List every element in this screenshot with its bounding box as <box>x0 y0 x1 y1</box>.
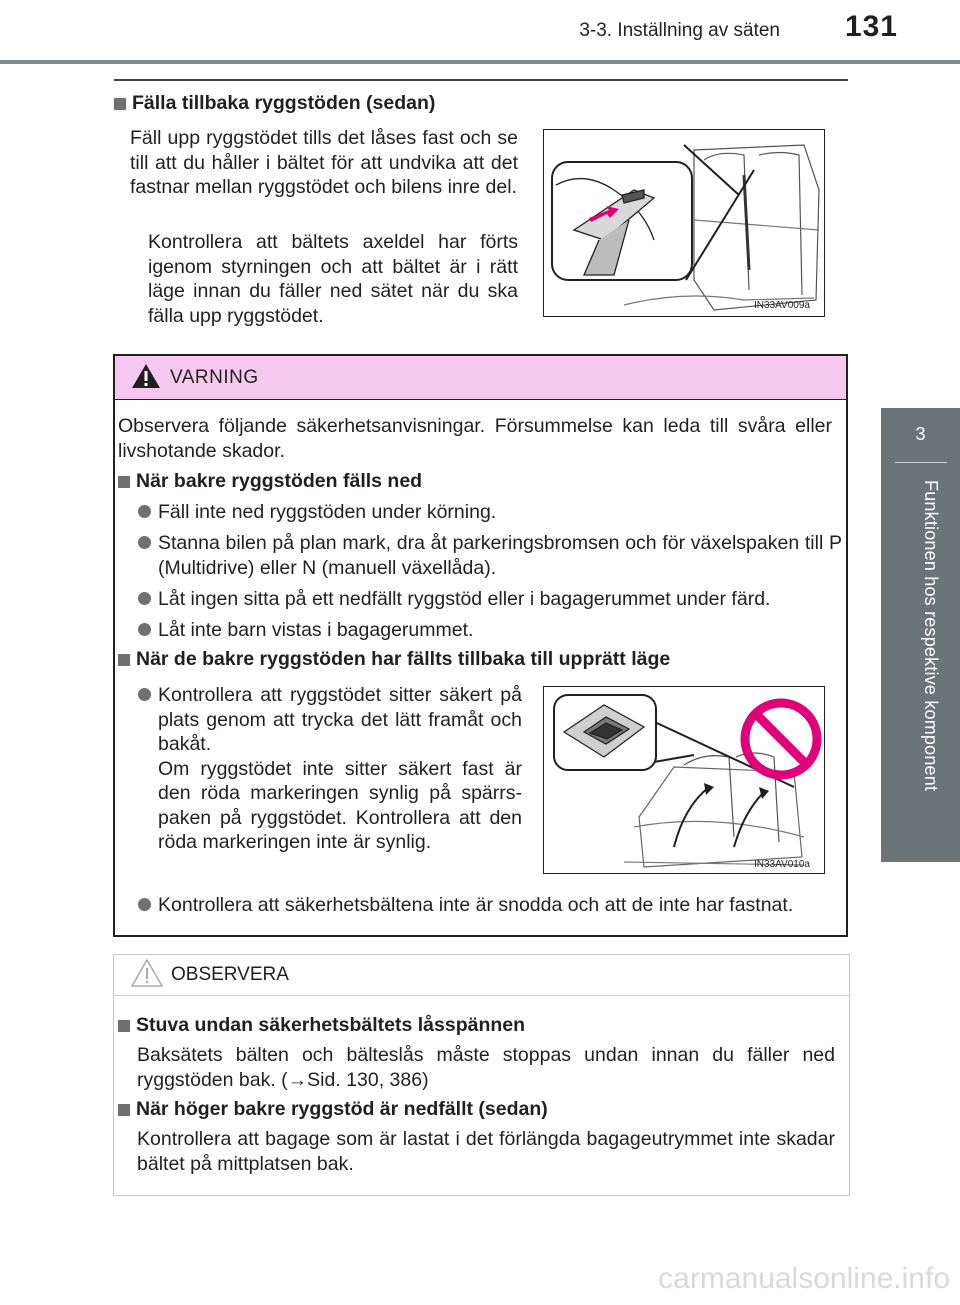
chapter-title: Funktionen hos respektive komponent <box>921 480 941 792</box>
warning-title: VARNING <box>170 367 259 388</box>
chapter-tab-divider <box>895 462 947 463</box>
square-bullet-icon <box>118 1020 130 1032</box>
warning-item <box>138 587 838 612</box>
warning-item <box>138 683 522 855</box>
figure-code-text: IN33AV009a <box>754 300 810 311</box>
section-heading <box>114 92 435 115</box>
section-title: 3-3. Inställning av säten <box>579 20 780 41</box>
warning-intro: Observera följande säkerhetsanvisningar. Försummelse kan leda till svåra eller livshotande skador. <box>118 415 832 462</box>
round-bullet-icon <box>138 536 151 549</box>
warning-group1-heading: När bakre ryggstöden fälls ned <box>118 470 422 493</box>
square-bullet-icon <box>114 98 126 110</box>
chapter-number: 3 <box>915 424 926 444</box>
notice-heading: Stuva undan säkerhetsbältets låsspännen <box>118 1014 525 1037</box>
notice-heading: När höger bakre ryggstöd är nedfällt (sedan) <box>118 1098 548 1121</box>
square-bullet-icon <box>118 654 130 666</box>
watermark[interactable]: carmanualsonline.info <box>658 1262 950 1295</box>
warning-item-text: Fäll inte ned ryggstöden under körning. <box>158 501 497 523</box>
round-bullet-icon <box>138 623 151 636</box>
notice-title: OBSERVERA <box>171 964 289 985</box>
warning-item <box>138 531 842 580</box>
warning-item <box>138 618 838 643</box>
figure-code-text: IN33AV010a <box>754 859 810 870</box>
notice-body: Kontrollera att bagage som är lastat i det förlängda bagageutrymmet inte skadar bältet på mittplatsen bak. <box>137 1128 835 1175</box>
section-body: Fäll upp ryggstödet tills det låses fast och se till att du håller i bältet för att undvika att det fastnar mellan ryggstödet och bilens inre del. <box>130 127 518 198</box>
section-note: Kontrollera att bältets axeldel har förts igenom styrningen och att bältet är i rätt läge innan du fäller ned sätet när du ska fälla upp ryggstödet. <box>148 231 518 327</box>
round-bullet-icon <box>138 505 151 518</box>
round-bullet-icon <box>138 592 151 605</box>
warning-item <box>138 500 838 525</box>
warning-item-text: Låt inte barn vistas i bagagerummet. <box>158 619 474 641</box>
round-bullet-icon <box>138 688 151 701</box>
warning-item-text: Stanna bilen på plan mark, dra åt parkeringsbromsen och för växelspaken till P (Multidrive) eller N (manuell växellåda). <box>158 532 842 579</box>
page-number: 131 <box>844 10 898 43</box>
section-separator <box>114 79 848 81</box>
figure-seatback-belt <box>543 129 825 317</box>
warning-group2-heading: När de bakre ryggstöden har fällts tillbaka till upprätt läge <box>118 648 670 671</box>
warning-item-text: Låt ingen sitta på ett nedfällt ryggstöd eller i bagagerummet under färd. <box>158 588 771 610</box>
warning-item-text: Kontrollera att säkerhetsbältena inte är snodda och att de inte har fastnat. <box>158 894 794 916</box>
square-bullet-icon <box>118 476 130 488</box>
warning-item <box>138 893 842 918</box>
notice-triangle-icon <box>130 958 164 993</box>
seatback-lock-illustration <box>544 687 823 872</box>
warning-item-continuation: Om ryggstödet inte sitter säkert fast är den röda markeringen synlig på spärrs-paken på ryggstödet. Kontrollera att den röda markeringen inte är synlig. <box>158 757 522 853</box>
square-bullet-icon <box>118 1104 130 1116</box>
seatback-belt-illustration <box>544 130 823 315</box>
header-rule <box>0 60 960 64</box>
round-bullet-icon <box>138 898 151 911</box>
figure-seatback-upright <box>543 686 825 874</box>
warning-item-text: Kontrollera att ryggstödet sitter säkert på plats genom att trycka det lätt framåt och bakåt. <box>158 684 522 755</box>
warning-triangle-icon <box>130 362 162 395</box>
section-heading-text: Fälla tillbaka ryggstöden (sedan) <box>132 92 436 114</box>
notice-body: Baksätets bälten och bälteslås måste stoppas undan innan du fäller ned ryggstöden bak. (→Sid. 130, 386) <box>137 1044 835 1091</box>
